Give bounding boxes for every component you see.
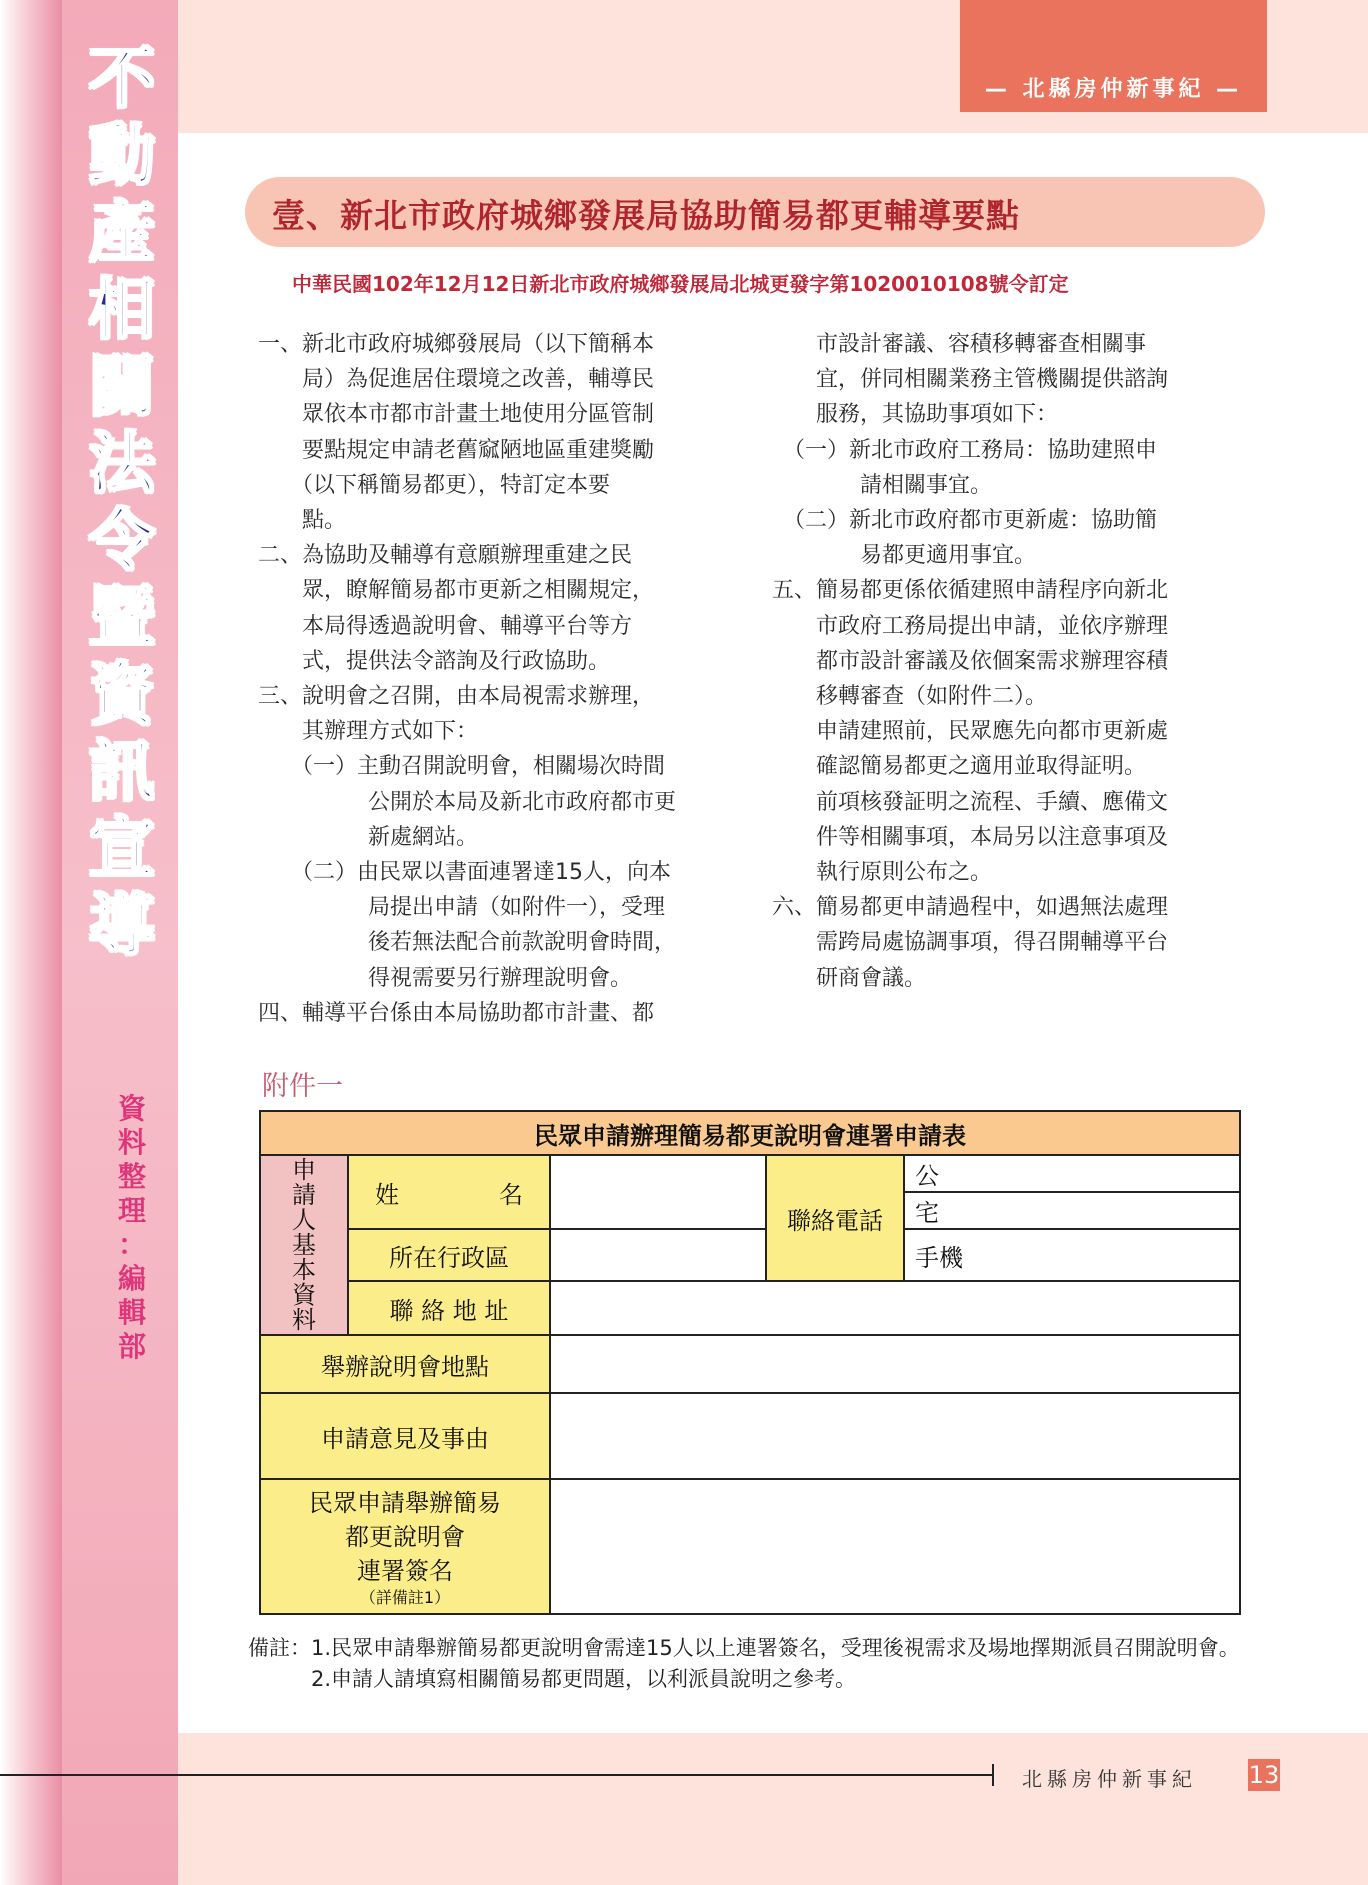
header-tab-label: — 北縣房仲新事紀 — bbox=[984, 77, 1243, 102]
side-label-char: 本 bbox=[292, 1255, 316, 1284]
article-line: 宜，併同相關業務主管機關提供諮詢 bbox=[772, 367, 1169, 393]
article-line: 本局得透過說明會、輔導平台等方 bbox=[258, 613, 633, 639]
editor-credit-char: 部 bbox=[117, 1330, 146, 1363]
vertical-title-char: 關 bbox=[89, 348, 155, 425]
side-label-char: 基 bbox=[292, 1230, 316, 1259]
editor-credit-char: ： bbox=[117, 1228, 146, 1261]
phone-mobile-field[interactable] bbox=[904, 1229, 1240, 1281]
petition-form bbox=[259, 1110, 1241, 1615]
signature-label bbox=[260, 1479, 550, 1614]
venue-field[interactable] bbox=[550, 1335, 1240, 1393]
article-line: 需跨局處協調事項，得召開輔導平台 bbox=[772, 930, 1169, 956]
article-line: 公開於本局及新北市政府都市更 bbox=[258, 789, 677, 815]
article-line: 請相關事宜。 bbox=[772, 472, 993, 498]
article-line: 二、為協助及輔導有意願辦理重建之民 bbox=[258, 543, 633, 569]
phone-office-label: 公 bbox=[915, 1162, 939, 1190]
article-line: （以下稱簡易都更），特訂定本要 bbox=[258, 472, 611, 498]
signature-note: （詳備註1） bbox=[359, 1587, 451, 1607]
article-line: 市設計審議、容積移轉審查相關事 bbox=[772, 332, 1147, 357]
vertical-title-char: 相 bbox=[89, 271, 155, 348]
section-title: 壹、新北市政府城鄉發展局協助簡易都更輔導要點 bbox=[272, 196, 1020, 235]
vertical-title-char: 動 bbox=[89, 117, 155, 194]
reason-field[interactable] bbox=[550, 1393, 1240, 1479]
side-label-char: 料 bbox=[292, 1305, 316, 1334]
phone-home-label: 宅 bbox=[915, 1199, 939, 1227]
article-line: 後若無法配合前款說明會時間， bbox=[258, 930, 677, 956]
article-line: 移轉審查（如附件二）。 bbox=[772, 684, 1048, 710]
article-line: （一）主動召開說明會，相關場次時間 bbox=[258, 754, 666, 780]
vertical-title-char: 宣 bbox=[89, 810, 155, 887]
article-line: 三、說明會之召開，由本局視需求辦理， bbox=[258, 684, 655, 710]
note-line: 2.申請人請填寫相關簡易都更問題，以利派員說明之參考。 bbox=[248, 1667, 857, 1691]
side-label-char: 資 bbox=[292, 1280, 316, 1309]
notes bbox=[248, 1633, 1240, 1695]
footer-title: 北縣房仲新事紀 bbox=[1022, 1767, 1197, 1791]
article-line: 局）為促進居住環境之改善，輔導民 bbox=[258, 367, 655, 393]
form-title: 民眾申請辦理簡易都更說明會連署申請表 bbox=[260, 1111, 1240, 1155]
articles-right-column bbox=[772, 327, 1252, 996]
name-label bbox=[348, 1155, 550, 1229]
side-label-char: 請 bbox=[292, 1180, 316, 1209]
phone-mobile-label: 手機 bbox=[915, 1243, 963, 1272]
address-field[interactable] bbox=[550, 1281, 1240, 1335]
article-line: 一、新北市政府城鄉發展局（以下簡稱本 bbox=[258, 332, 655, 357]
attachment-label: 附件一 bbox=[262, 1071, 343, 1102]
article-line: 局提出申請（如附件一），受理 bbox=[258, 895, 666, 921]
vertical-title-char: 產 bbox=[89, 194, 155, 271]
editor-credit-char: 料 bbox=[117, 1126, 146, 1159]
article-line: （二）新北市政府都市更新處：協助簡 bbox=[772, 508, 1158, 534]
phone-office-field[interactable] bbox=[904, 1155, 1240, 1192]
footer-rule-tick bbox=[992, 1764, 994, 1786]
vertical-title-char: 資 bbox=[89, 656, 155, 733]
article-line: 申請建照前，民眾應先向都市更新處 bbox=[772, 719, 1169, 745]
address-label: 聯 絡 地 址 bbox=[348, 1281, 550, 1335]
name-label-b: 名 bbox=[499, 1180, 523, 1209]
district-field[interactable] bbox=[550, 1229, 766, 1281]
side-label-char: 申 bbox=[292, 1155, 316, 1184]
article-line: 其辦理方式如下： bbox=[258, 719, 479, 745]
article-line: 執行原則公布之。 bbox=[772, 860, 993, 886]
district-label: 所在行政區 bbox=[348, 1229, 550, 1281]
signature-label-line: 民眾申請舉辦簡易 bbox=[309, 1488, 501, 1517]
articles-left-column bbox=[258, 327, 738, 1031]
article-line: 要點規定申請老舊窳陋地區重建獎勵 bbox=[258, 437, 655, 463]
footer-band bbox=[178, 1733, 1368, 1885]
name-label-a: 姓 bbox=[375, 1180, 399, 1209]
vertical-title-char: 不 bbox=[89, 40, 155, 117]
editor-credit-char: 資 bbox=[117, 1092, 146, 1125]
note-line: 備註：1.民眾申請舉辦簡易都更說明會需達15人以上連署簽名，受理後視需求及場地擇期派員召開說明會。 bbox=[248, 1636, 1240, 1660]
article-line: 服務，其協助事項如下： bbox=[772, 402, 1059, 428]
editor-credit-char: 編 bbox=[117, 1262, 146, 1295]
signature-field[interactable] bbox=[550, 1479, 1240, 1614]
page-number: 13 bbox=[1248, 1761, 1280, 1789]
article-line: （一）新北市政府工務局：協助建照申 bbox=[772, 437, 1158, 463]
venue-label: 舉辦說明會地點 bbox=[260, 1335, 550, 1393]
article-line: 式，提供法令諮詢及行政協助。 bbox=[258, 648, 611, 674]
article-line: 得視需要另行辦理說明會。 bbox=[258, 965, 633, 991]
article-line: 四、輔導平台係由本局協助都市計畫、都 bbox=[258, 1000, 655, 1026]
article-line: 市政府工務局提出申請，並依序辦理 bbox=[772, 613, 1169, 639]
editor-credit-char: 理 bbox=[117, 1194, 146, 1227]
article-line: （二）由民眾以書面連署達15人，向本 bbox=[258, 860, 671, 886]
article-line: 前項核發証明之流程、手續、應備文 bbox=[772, 789, 1169, 815]
article-line: 確認簡易都更之適用並取得証明。 bbox=[772, 754, 1147, 780]
article-line: 研商會議。 bbox=[772, 965, 927, 991]
header-tab bbox=[960, 0, 1267, 112]
article-line: 新處網站。 bbox=[258, 824, 479, 850]
vertical-title-char: 導 bbox=[89, 887, 155, 964]
article-line: 件等相關事項，本局另以注意事項及 bbox=[772, 824, 1169, 850]
phone-home-field[interactable] bbox=[904, 1192, 1240, 1229]
vertical-title-char: 暨 bbox=[89, 579, 155, 656]
decree-line: 中華民國102年12月12日新北市政府城鄉發展局北城更發字第1020010108號令訂定 bbox=[292, 272, 1069, 296]
side-label-char: 人 bbox=[292, 1205, 316, 1234]
reason-label: 申請意見及事由 bbox=[260, 1393, 550, 1479]
left-decorative-strip bbox=[0, 0, 62, 1885]
name-field[interactable] bbox=[550, 1155, 766, 1229]
article-line: 六、簡易都更申請過程中，如遇無法處理 bbox=[772, 895, 1169, 921]
signature-label-line: 連署簽名 bbox=[357, 1556, 453, 1585]
article-line: 眾，瞭解簡易都市更新之相關規定， bbox=[258, 578, 655, 604]
article-line: 易都更適用事宜。 bbox=[772, 543, 1037, 569]
article-line: 眾依本市都市計畫土地使用分區管制 bbox=[258, 402, 655, 428]
phone-label: 聯絡電話 bbox=[766, 1155, 904, 1281]
article-line: 點。 bbox=[258, 508, 347, 534]
vertical-title-char: 法 bbox=[89, 425, 155, 502]
vertical-title-char: 令 bbox=[89, 502, 155, 579]
editor-credit bbox=[112, 1092, 152, 1364]
editor-credit-char: 整 bbox=[117, 1160, 146, 1193]
applicant-info-label bbox=[260, 1155, 348, 1335]
article-line: 五、簡易都更係依循建照申請程序向新北 bbox=[772, 578, 1169, 604]
signature-label-line: 都更說明會 bbox=[345, 1522, 465, 1551]
vertical-title bbox=[72, 40, 172, 964]
footer-rule bbox=[0, 1774, 992, 1776]
vertical-title-char: 訊 bbox=[89, 733, 155, 810]
editor-credit-char: 輯 bbox=[117, 1296, 146, 1329]
article-line: 都市設計審議及依個案需求辦理容積 bbox=[772, 648, 1169, 674]
